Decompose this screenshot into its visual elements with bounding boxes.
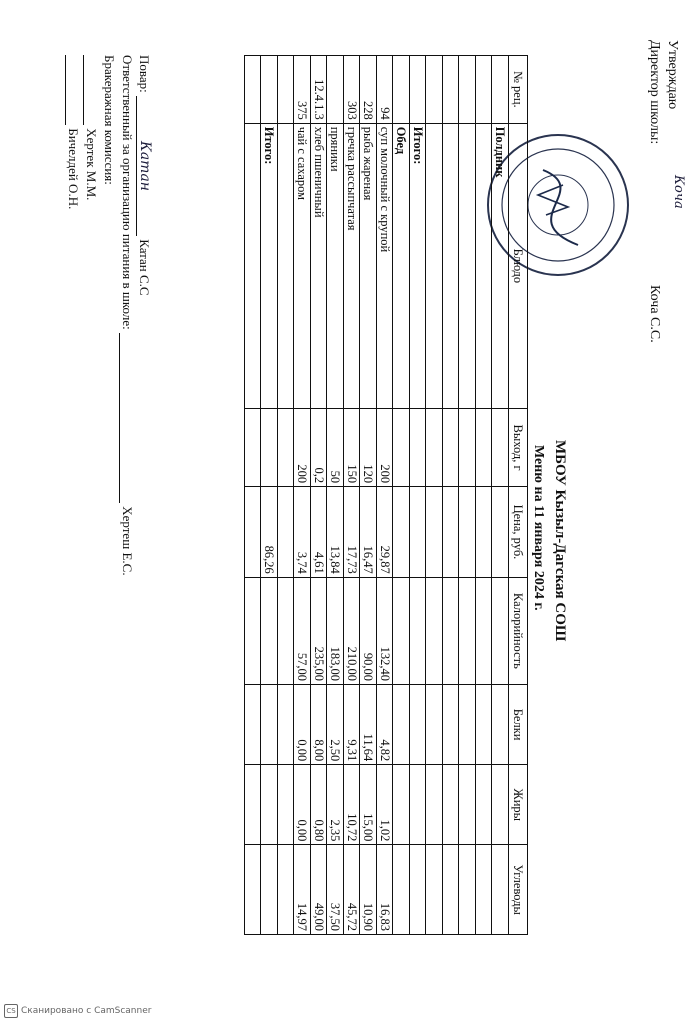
table-cell-fat — [410, 765, 427, 845]
approval-line1: Утверждаю — [665, 40, 680, 110]
table-cell-fat — [443, 765, 460, 845]
table-row — [360, 56, 377, 935]
column-header: Углеводы — [509, 845, 528, 935]
cook-name: Катан С.С — [137, 239, 152, 296]
table-cell-carb — [426, 845, 443, 935]
table-cell-rec: 303 — [344, 56, 361, 124]
table-cell-dish: Обед — [393, 123, 410, 408]
member2-name: Бичелдей О.Н. — [66, 128, 81, 210]
table-cell-fat — [245, 765, 262, 845]
table-cell-out — [393, 409, 410, 487]
cook-line — [136, 55, 153, 296]
table-row — [443, 56, 460, 935]
table-cell-rec — [476, 56, 493, 124]
school-name: МБОУ Кызыл-Дагская СОШ — [552, 440, 568, 642]
table-cell-dish: Итого: — [261, 123, 278, 408]
column-header: Блюдо — [509, 123, 528, 408]
table-cell-prot: 8,00 — [311, 685, 328, 765]
table-cell-dish: хлеб пшеничный — [311, 123, 328, 408]
camscanner-logo-icon: CS — [4, 1004, 18, 1018]
table-cell-out — [245, 409, 262, 487]
menu-title: Меню на 11 января 2024 г. — [531, 445, 546, 611]
table-cell-carb — [476, 845, 493, 935]
table-cell-price: 86,26 — [261, 487, 278, 578]
table-cell-out: 50 — [327, 409, 344, 487]
table-cell-carb — [492, 845, 509, 935]
table-cell-carb — [393, 845, 410, 935]
table-cell-prot — [410, 685, 427, 765]
table-cell-carb — [278, 845, 295, 935]
table-cell-kcal: 132,40 — [377, 577, 394, 684]
table-cell-rec — [410, 56, 427, 124]
table-cell-rec: 228 — [360, 56, 377, 124]
table-cell-fat: 10,72 — [344, 765, 361, 845]
table-cell-out — [476, 409, 493, 487]
stamp-text: Коча — [671, 175, 686, 209]
table-cell-fat: 1,02 — [377, 765, 394, 845]
table-cell-out — [278, 409, 295, 487]
table-cell-carb: 49,00 — [311, 845, 328, 935]
table-cell-prot — [393, 685, 410, 765]
table-cell-prot — [459, 685, 476, 765]
column-header: Цена, руб. — [509, 487, 528, 578]
table-row — [261, 56, 278, 935]
table-cell-out: 150 — [344, 409, 361, 487]
table-cell-price: 13,84 — [327, 487, 344, 578]
table-cell-kcal: 210,00 — [344, 577, 361, 684]
table-cell-prot: 9,31 — [344, 685, 361, 765]
responsible-signature-line — [119, 333, 120, 503]
scanner-watermark — [4, 1004, 151, 1018]
table-cell-prot — [245, 685, 262, 765]
table-cell-out: 200 — [377, 409, 394, 487]
table-cell-rec — [426, 56, 443, 124]
member1-signature-line — [83, 55, 84, 125]
table-cell-rec — [245, 56, 262, 124]
table-cell-fat: 15,00 — [360, 765, 377, 845]
table-cell-out — [426, 409, 443, 487]
table-cell-out: 120 — [360, 409, 377, 487]
table-cell-kcal: 235,00 — [311, 577, 328, 684]
table-header-row — [509, 56, 528, 935]
table-cell-kcal — [278, 577, 295, 684]
table-row — [278, 56, 295, 935]
table-cell-kcal — [426, 577, 443, 684]
table-cell-price — [278, 487, 295, 578]
table-cell-fat — [278, 765, 295, 845]
table-cell-rec — [459, 56, 476, 124]
table-cell-prot — [476, 685, 493, 765]
table-cell-prot: 4,82 — [377, 685, 394, 765]
responsible-label: Ответственный за организацию питания в школе: — [120, 55, 135, 330]
table-cell-dish: чай с сахаром — [294, 123, 311, 408]
table-cell-fat — [426, 765, 443, 845]
menu-table — [244, 55, 528, 935]
table-row — [311, 56, 328, 935]
table-cell-price — [393, 487, 410, 578]
table-cell-rec — [492, 56, 509, 124]
table-row — [344, 56, 361, 935]
table-row — [492, 56, 509, 935]
column-header: Белки — [509, 685, 528, 765]
table-cell-carb: 10,90 — [360, 845, 377, 935]
table-row — [410, 56, 427, 935]
director-name: Коча С.С. — [647, 285, 662, 343]
table-cell-dish — [245, 123, 262, 408]
table-cell-price — [426, 487, 443, 578]
table-cell-price: 17,73 — [344, 487, 361, 578]
table-cell-rec — [393, 56, 410, 124]
column-header: Выход, г — [509, 409, 528, 487]
table-cell-fat — [476, 765, 493, 845]
menu-table-body — [245, 56, 528, 935]
table-cell-price: 16,47 — [360, 487, 377, 578]
table-cell-price: 3,74 — [294, 487, 311, 578]
table-cell-kcal: 90,00 — [360, 577, 377, 684]
table-cell-prot — [492, 685, 509, 765]
table-cell-fat: 2,35 — [327, 765, 344, 845]
table-cell-prot: 0,00 — [294, 685, 311, 765]
table-cell-carb — [459, 845, 476, 935]
column-header: № рец. — [509, 56, 528, 124]
column-header: Калорийность — [509, 577, 528, 684]
table-cell-carb — [443, 845, 460, 935]
table-cell-rec: 12.4.1.3 — [311, 56, 328, 124]
table-cell-price: 4,61 — [311, 487, 328, 578]
table-cell-fat — [492, 765, 509, 845]
cook-label: Повар: — [137, 55, 152, 93]
table-row — [393, 56, 410, 935]
table-cell-kcal: 183,00 — [327, 577, 344, 684]
table-cell-rec: 375 — [294, 56, 311, 124]
table-row — [327, 56, 344, 935]
table-cell-kcal — [443, 577, 460, 684]
table-cell-out: 0,2 — [311, 409, 328, 487]
table-cell-dish — [426, 123, 443, 408]
table-cell-kcal — [476, 577, 493, 684]
table-cell-out: 200 — [294, 409, 311, 487]
approval-line2: Директор школы: — [647, 40, 662, 145]
table-cell-carb: 16,83 — [377, 845, 394, 935]
table-cell-dish: рыба жареная — [360, 123, 377, 408]
table-cell-kcal — [410, 577, 427, 684]
table-cell-dish: Полдник — [492, 123, 509, 408]
table-cell-fat — [393, 765, 410, 845]
responsible-name: Хертеш Е.С. — [120, 506, 135, 576]
table-cell-dish: пряники — [327, 123, 344, 408]
table-cell-rec — [278, 56, 295, 124]
table-cell-kcal — [459, 577, 476, 684]
member1-line — [83, 55, 99, 200]
member2-signature-line — [65, 55, 66, 125]
table-cell-price — [443, 487, 460, 578]
table-cell-rec: 94 — [377, 56, 394, 124]
table-cell-prot: 2,50 — [327, 685, 344, 765]
table-cell-out — [443, 409, 460, 487]
table-row — [426, 56, 443, 935]
table-cell-out — [459, 409, 476, 487]
table-cell-out — [492, 409, 509, 487]
table-cell-kcal — [492, 577, 509, 684]
table-cell-carb — [245, 845, 262, 935]
table-cell-dish — [476, 123, 493, 408]
table-cell-price — [459, 487, 476, 578]
table-cell-fat — [459, 765, 476, 845]
column-header: Жиры — [509, 765, 528, 845]
table-cell-price — [410, 487, 427, 578]
cook-signature: Катан — [136, 96, 153, 236]
table-cell-carb — [261, 845, 278, 935]
table-cell-dish: Итого: — [410, 123, 427, 408]
table-cell-price — [492, 487, 509, 578]
table-cell-rec — [261, 56, 278, 124]
responsible-line — [119, 55, 135, 576]
table-cell-dish: гречка рассыпчатая — [344, 123, 361, 408]
table-cell-price — [476, 487, 493, 578]
table-cell-fat — [261, 765, 278, 845]
table-cell-prot — [278, 685, 295, 765]
table-cell-carb: 37,50 — [327, 845, 344, 935]
table-cell-prot: 11,64 — [360, 685, 377, 765]
member1-name: Хертек М.М. — [84, 128, 99, 201]
table-cell-prot — [261, 685, 278, 765]
table-row — [459, 56, 476, 935]
table-cell-price — [245, 487, 262, 578]
member2-line — [65, 55, 81, 209]
commission-label: Бракеражная комиссия: — [102, 55, 117, 185]
table-cell-carb — [410, 845, 427, 935]
table-cell-out — [261, 409, 278, 487]
table-cell-kcal — [393, 577, 410, 684]
scanner-text: Сканировано с CamScanner — [21, 1006, 152, 1016]
table-cell-out — [410, 409, 427, 487]
table-cell-kcal — [261, 577, 278, 684]
table-row — [294, 56, 311, 935]
table-row — [476, 56, 493, 935]
table-cell-dish — [443, 123, 460, 408]
table-cell-dish — [459, 123, 476, 408]
table-cell-dish: суп молочный с крупой — [377, 123, 394, 408]
table-cell-kcal: 57,00 — [294, 577, 311, 684]
table-row — [377, 56, 394, 935]
table-cell-fat: 0,80 — [311, 765, 328, 845]
table-cell-prot — [426, 685, 443, 765]
table-cell-kcal — [245, 577, 262, 684]
table-cell-rec — [327, 56, 344, 124]
table-cell-rec — [443, 56, 460, 124]
table-cell-dish — [278, 123, 295, 408]
table-cell-carb: 45,72 — [344, 845, 361, 935]
table-row — [245, 56, 262, 935]
table-cell-price: 29,87 — [377, 487, 394, 578]
table-cell-prot — [443, 685, 460, 765]
table-cell-carb: 14,97 — [294, 845, 311, 935]
table-cell-fat: 0,00 — [294, 765, 311, 845]
